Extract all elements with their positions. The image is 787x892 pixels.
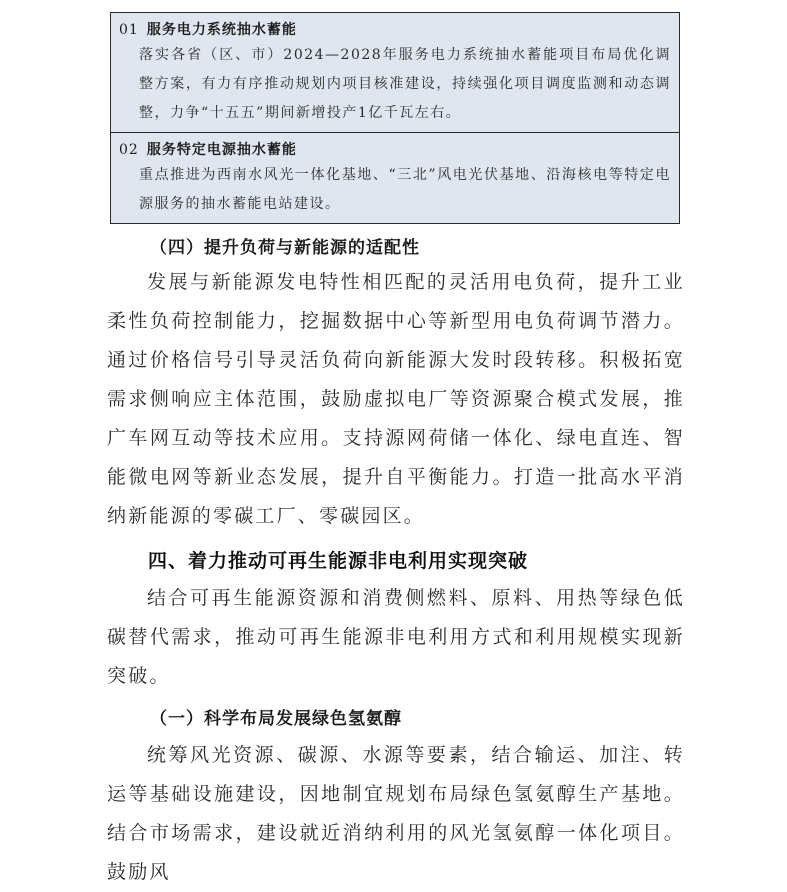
box-section-number: 02 <box>119 142 139 158</box>
project-box <box>110 12 680 224</box>
paragraph-green-hydrogen: 统筹风光资源、碳源、水源等要素，结合输运、加注、转运等基础设施建设，因地制宜规划布局绿色氢氨醇生产基地。结合市场需求，建设就近消纳利用的风光氢氨醇一体化项目。鼓励风 <box>107 744 685 883</box>
subheading-green-hydrogen: （一）科学布局发展绿色氢氨醇 <box>150 709 402 729</box>
subheading-load-adaptability: （四）提升负荷与新能源的适配性 <box>150 238 420 258</box>
box-section-body: 重点推进为西南水风光一体化基地、“三北”风电光伏基地、沿海核电等特定电源服务的抽水蓄能电站建设。 <box>139 167 671 212</box>
section-heading-non-electric-use: 四、着力推动可再生能源非电利用实现突破 <box>148 550 529 572</box>
box-section-body: 落实各省（区、市）2024—2028年服务电力系统抽水蓄能项目布局优化调整方案，有力有序推动规划内项目核准建设，持续强化项目调度监测和动态调整，力争“十五五”期间新增投产1亿千瓦左右。 <box>139 47 671 121</box>
box-section-number: 01 <box>119 22 139 38</box>
box-section-pumped-storage-power-system <box>111 13 679 132</box>
box-section-title <box>119 139 671 161</box>
box-section-pumped-storage-special-source <box>111 132 679 223</box>
box-section-title-text: 服务电力系统抽水蓄能 <box>146 22 297 38</box>
paragraph-non-electric-use: 结合可再生能源资源和消费侧燃料、原料、用热等绿色低碳替代需求，推动可再生能源非电利用方式和利用规模实现新突破。 <box>107 587 685 687</box>
paragraph-load-adaptability: 发展与新能源发电特性相匹配的灵活用电负荷，提升工业柔性负荷控制能力，挖掘数据中心等新型用电负荷调节潜力。通过价格信号引导灵活负荷向新能源大发时段转移。积极拓宽需求侧响应主体范围，鼓励虚拟电厂等资源聚合模式发展，推广车网互动等技术应用。支持源网荷储一体化、绿电直连、智能微电网等新业态发展，提升自平衡能力。打造一批高水平消纳新能源的零碳工厂、零碳园区。 <box>107 271 685 527</box>
box-section-title <box>119 19 671 41</box>
box-section-title-text: 服务特定电源抽水蓄能 <box>146 142 297 158</box>
